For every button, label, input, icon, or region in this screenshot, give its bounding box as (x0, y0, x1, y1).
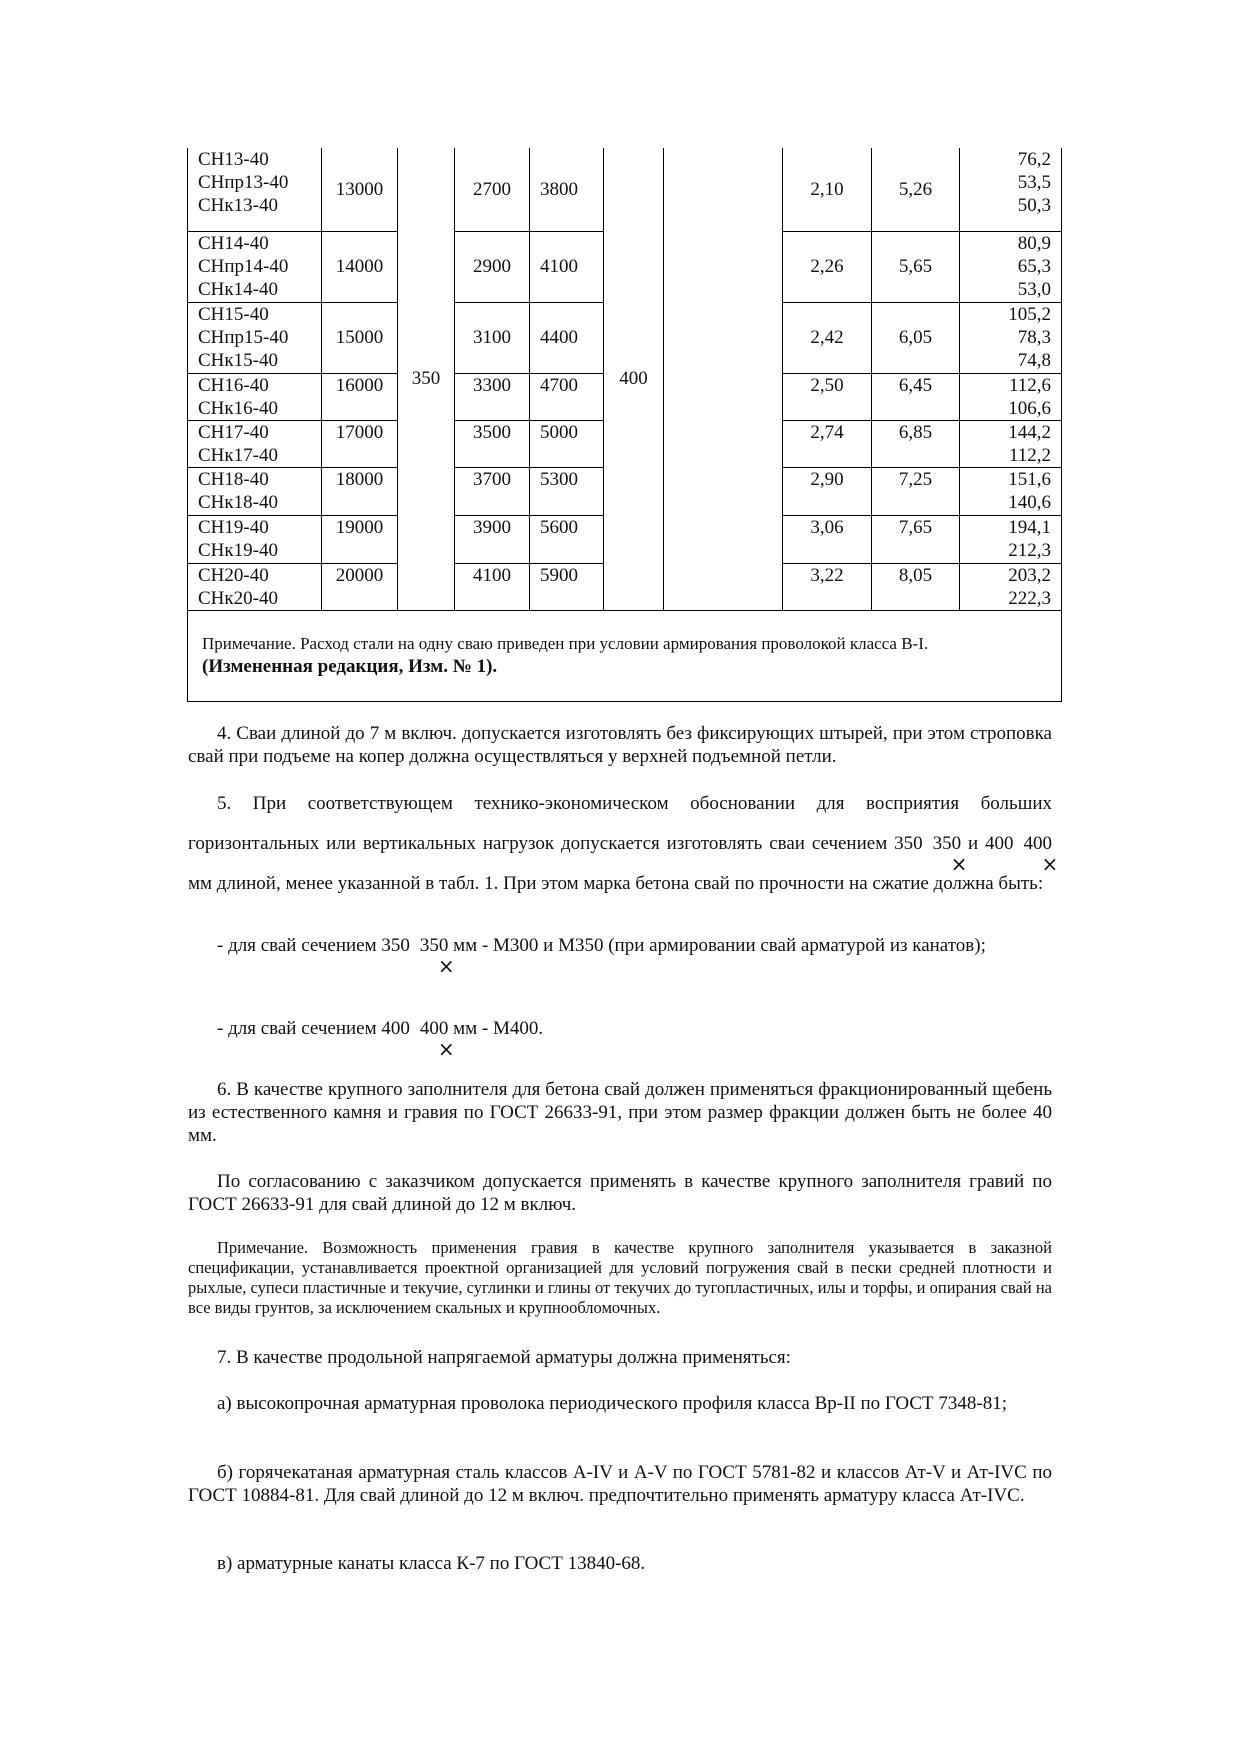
value-cell: 3,06 (783, 515, 872, 563)
value-cell: 2700 (455, 148, 530, 231)
p5-part-a: 5. При соответствующем технико-экономическом обосновании для восприятия больших горизонтальных или вертикальных нагрузок допускается изготовлять сваи сечением 350 (188, 793, 1052, 854)
table-note: Примечание. Расход стали на одну сваю приведен при условии армирования проволокой класса В-I. (202, 633, 929, 653)
value-cell: 2,74 (783, 420, 872, 467)
paragraph-7c: в) арматурные канаты класса К-7 по ГОСТ 13840-68. (217, 1553, 646, 1574)
steel-consumption-cell: 112,6 106,6 (960, 373, 1062, 420)
value-cell: 2,50 (783, 373, 872, 420)
pile-length-cell: 16000 (322, 373, 398, 420)
paragraph-4: 4. Сваи длиной до 7 м включ. допускается изготовлять без фиксирующих штырей, при этом строповка свай при подъеме на копер должна осуществляться у верхней подъемной петли. (188, 723, 1052, 767)
value-cell: 7,25 (872, 467, 960, 515)
paragraph-6: 6. В качестве крупного заполнителя для бетона свай должен применяться фракционированный щебень из естественного камня и гравия по ГОСТ 26633-91, при этом размер фракции должен быть не более 40 мм. (188, 1079, 1052, 1146)
pile-section-cell: 350 (398, 148, 455, 610)
value-cell: 2,42 (783, 302, 872, 373)
paragraph-6-gravel: По согласованию с заказчиком допускается применять в качестве крупного заполнителя гравий по ГОСТ 26633-91 для свай длиной до 12 м включ. (188, 1171, 1052, 1215)
value-cell: 5900 (530, 563, 604, 610)
multiply-sign: × (1041, 852, 1059, 876)
dash-item-400-a: - для свай сечением 400 (217, 1018, 410, 1039)
gravel-note: Примечание. Возможность применения гравия в качестве крупного заполнителя указывается в заказной спецификации, устанавливается проектной организацией для условий погружения свай в пески средней плотности и рыхлые, супеси пластичные и текучие, суглинки и глины от текучих до тугопластичных, илы и торфы, и опирания свай на все виды грунтов, за исключением скальных и крупнообломочных. (188, 1238, 1052, 1317)
value-cell: 3900 (455, 515, 530, 563)
pile-mark-cell: СН16-40 СНк16-40 (188, 373, 322, 420)
pile-specification-table (187, 148, 1062, 702)
multiply-sign: × (950, 852, 968, 876)
pile-mark-cell: СН17-40 СНк17-40 (188, 420, 322, 467)
dash-item-400-b: 400 мм - М400. (419, 1018, 544, 1039)
table-note-cell (188, 610, 1062, 701)
dash-item-400 (188, 1017, 1052, 1061)
value-cell: 2,10 (783, 148, 872, 231)
p5-part-b: 350 и 400 (932, 833, 1014, 854)
value-cell: 6,85 (872, 420, 960, 467)
pile-mark-cell: СН19-40 СНк19-40 (188, 515, 322, 563)
value-cell: 4100 (530, 231, 604, 302)
value-cell: 2900 (455, 231, 530, 302)
merged-value-cell: 400 (604, 148, 664, 610)
value-cell: 5300 (530, 467, 604, 515)
dash-item-350 (188, 927, 1052, 978)
pile-length-cell: 18000 (322, 467, 398, 515)
value-cell: 5000 (530, 420, 604, 467)
steel-consumption-cell: 105,2 78,3 74,8 (960, 302, 1062, 373)
value-cell: 8,05 (872, 563, 960, 610)
dash-item-350-b: 350 мм - М300 и М350 (при армировании свай арматурой из канатов); (419, 935, 986, 956)
p5-part-c: 400 мм длиной, менее указанной в табл. 1. При этом марка бетона свай по прочности на сжатие должна быть: (188, 833, 1052, 894)
value-cell: 4700 (530, 373, 604, 420)
paragraph-7b: б) горячекатаная арматурная сталь классов А-IV и А-V по ГОСТ 5781-82 и классов Ат-V и Ат-IVС по ГОСТ 10884-81. Для свай длиной до 12 м включ. предпочтительно применять арматуру класса Ат-IVС. (188, 1462, 1052, 1506)
value-cell: 5,65 (872, 231, 960, 302)
paragraph-5 (188, 784, 1059, 904)
pile-mark-cell: СН13-40 СНпр13-40 СНк13-40 (188, 148, 322, 231)
value-cell: 3300 (455, 373, 530, 420)
value-cell: 4400 (530, 302, 604, 373)
value-cell: 5,26 (872, 148, 960, 231)
value-cell: 5600 (530, 515, 604, 563)
value-cell: 3,22 (783, 563, 872, 610)
steel-consumption-cell: 144,2 112,2 (960, 420, 1062, 467)
value-cell: 3500 (455, 420, 530, 467)
pile-length-cell: 15000 (322, 302, 398, 373)
table-row (188, 148, 1062, 231)
value-cell: 7,65 (872, 515, 960, 563)
value-cell: 3800 (530, 148, 604, 231)
steel-consumption-cell: 76,2 53,5 50,3 (960, 148, 1062, 231)
steel-consumption-cell: 151,6 140,6 (960, 467, 1062, 515)
pile-length-cell: 13000 (322, 148, 398, 231)
value-cell: 3700 (455, 467, 530, 515)
pile-length-cell: 20000 (322, 563, 398, 610)
steel-consumption-cell: 194,1 212,3 (960, 515, 1062, 563)
value-cell: 4100 (455, 563, 530, 610)
table-body (188, 148, 1062, 701)
steel-consumption-cell: 203,2 222,3 (960, 563, 1062, 610)
pile-length-cell: 17000 (322, 420, 398, 467)
empty-cell (664, 148, 783, 610)
pile-mark-cell: СН18-40 СНк18-40 (188, 467, 322, 515)
pile-mark-cell: СН15-40 СНпр15-40 СНк15-40 (188, 302, 322, 373)
pile-mark-cell: СН20-40 СНк20-40 (188, 563, 322, 610)
edition-note: (Измененная редакция, Изм. № 1). (202, 655, 498, 677)
value-cell: 2,90 (783, 467, 872, 515)
table-note-row (188, 610, 1062, 701)
multiply-sign: × (437, 1037, 455, 1061)
pile-length-cell: 19000 (322, 515, 398, 563)
pile-length-cell: 14000 (322, 231, 398, 302)
paragraph-7: 7. В качестве продольной напрягаемой арматуры должна применяться: (217, 1347, 791, 1368)
value-cell: 6,45 (872, 373, 960, 420)
value-cell: 3100 (455, 302, 530, 373)
multiply-sign: × (437, 954, 455, 978)
paragraph-7a: а) высокопрочная арматурная проволока периодического профиля класса Вр-II по ГОСТ 7348-81; (217, 1393, 1008, 1414)
dash-item-350-a: - для свай сечением 350 (217, 935, 410, 956)
pile-mark-cell: СН14-40 СНпр14-40 СНк14-40 (188, 231, 322, 302)
value-cell: 2,26 (783, 231, 872, 302)
value-cell: 6,05 (872, 302, 960, 373)
steel-consumption-cell: 80,9 65,3 53,0 (960, 231, 1062, 302)
